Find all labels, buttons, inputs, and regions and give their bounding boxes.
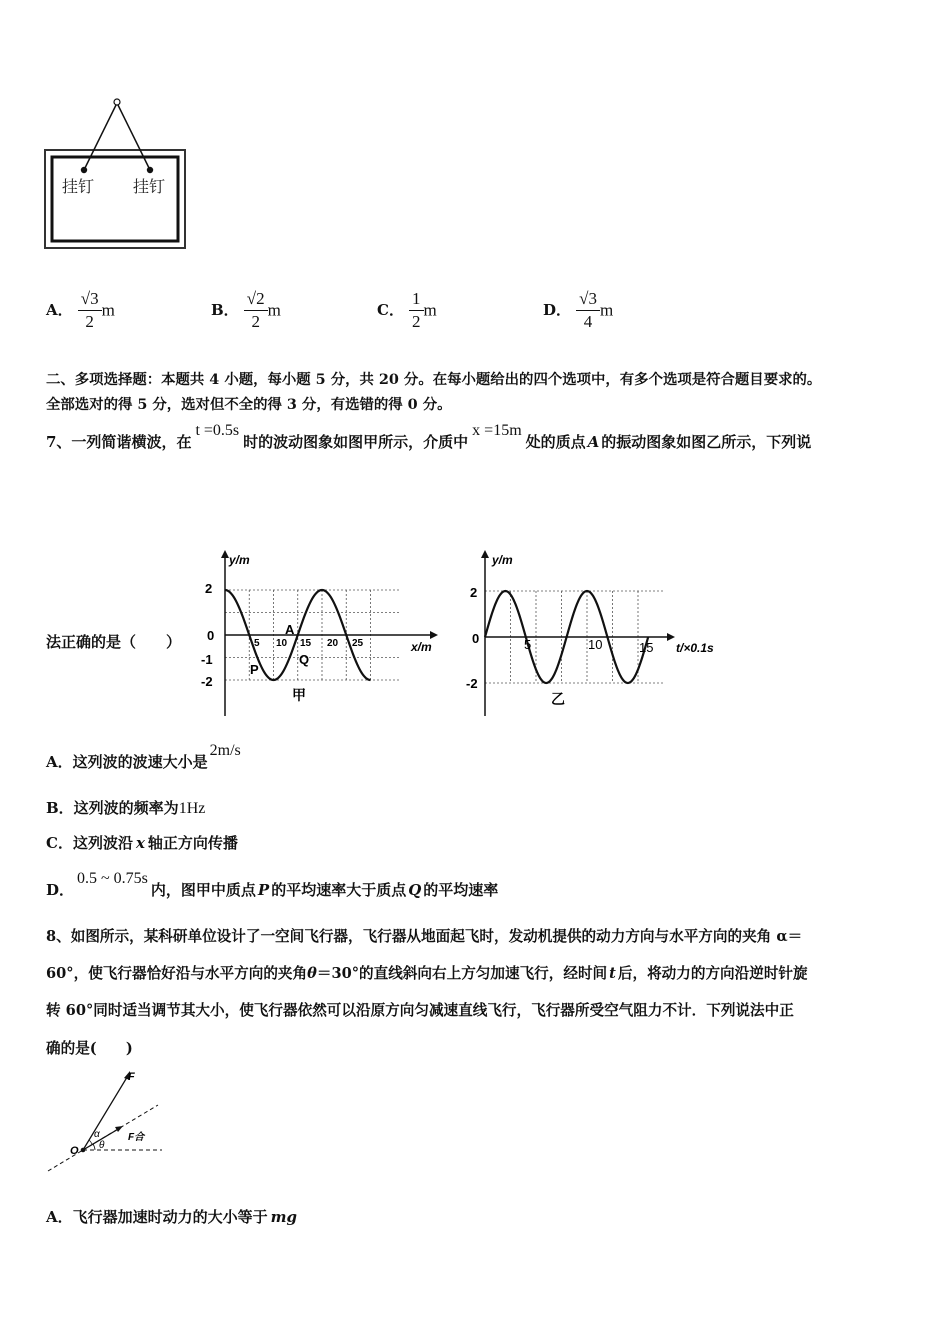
point-label-p: P	[250, 662, 259, 677]
jia-ytick-m1: -1	[201, 652, 213, 667]
q6-option-b[interactable]	[211, 288, 281, 333]
section2-line2: 全部选对的得 5 分，选对但不全的得 3 分，有选错的得 0 分。	[46, 396, 452, 413]
hook-top	[114, 99, 120, 105]
variable-mg: mg	[270, 1208, 298, 1226]
nail-label-right: 挂钉	[133, 179, 166, 196]
q7-option-a[interactable]	[46, 742, 241, 773]
yi-xtick-5: 5	[524, 637, 532, 652]
angle-arc-theta	[93, 1144, 95, 1150]
option-letter: B．	[211, 301, 239, 319]
yi-xtick-10: 10	[588, 637, 603, 652]
label-theta: θ	[99, 1140, 105, 1151]
jia-caption: 甲	[292, 687, 306, 703]
q8-line2: 60°，使飞行器恰好沿与水平方向的夹角θ＝30°的直线斜向右上方匀加速飞行，经时间 t 后，将动力的方向沿逆时针旋	[46, 965, 808, 982]
origin-point	[81, 1148, 86, 1153]
option-letter: D．	[543, 301, 572, 319]
frame-inner	[52, 157, 178, 241]
point-label-a: A	[285, 622, 295, 637]
option-text: B．这列波的频率为	[46, 799, 179, 817]
q8-line4: 确的是( )	[46, 1040, 133, 1057]
jia-xtick-5: 5	[254, 638, 260, 649]
nail-right	[147, 167, 153, 173]
section2-line1: 二、多项选择题：本题共 4 小题，每小题 5 分，共 20 分。在每小题给出的四个选项中，有多个选项是符合题目要求的。	[46, 371, 822, 388]
fraction: $\frac{√3}{2}$	[78, 288, 102, 333]
jia-x-arrow	[430, 631, 438, 639]
label-f: F	[128, 1071, 135, 1083]
point-a: A	[587, 433, 600, 451]
label-alpha: α	[94, 1129, 100, 1140]
q6-option-d[interactable]	[543, 288, 613, 333]
variable-t: t	[609, 965, 616, 982]
point-label-q: Q	[299, 652, 310, 667]
label-o: O	[70, 1145, 79, 1157]
option-text: A．这列波的波速大小是	[46, 753, 208, 771]
q6-option-a[interactable]	[46, 288, 115, 333]
jia-y-arrow	[221, 550, 229, 558]
jia-ylabel: y/m	[229, 553, 250, 567]
point-p: P	[257, 881, 270, 899]
yi-xtick-15: 15	[639, 640, 654, 655]
yi-ytick-m2: -2	[466, 676, 478, 691]
q7-position: x =15m	[472, 422, 522, 439]
frame-outer	[45, 150, 185, 248]
theta-symbol: θ	[307, 965, 317, 982]
net-force-arrowhead	[115, 1126, 123, 1132]
q7-option-b[interactable]	[46, 798, 205, 819]
q8-line3: 转 60°同时适当调节其大小，使飞行器依然可以沿原方向匀减速直线飞行，飞行器所受空气阻力不计．下列说法中正	[46, 1002, 794, 1019]
yi-ytick-2: 2	[470, 585, 478, 600]
force-diagram	[40, 1065, 170, 1175]
option-letter: D．	[46, 881, 75, 899]
jia-xtick-25: 25	[352, 638, 364, 649]
jia-xtick-10: 10	[276, 638, 288, 649]
option-math: 1Hz	[178, 800, 206, 817]
yi-ytick-0: 0	[472, 631, 480, 646]
q7-stem: 7、一列简谐横波，在t =0.5s时的波动图象如图甲所示，介质中x =15m处的质点 A 的振动图象如图乙所示，下列说	[46, 422, 812, 451]
rope-right	[117, 103, 150, 170]
hanging-frame-figure	[40, 95, 200, 255]
unit: m	[267, 300, 281, 320]
fraction: $\frac{√3}{4}$	[576, 288, 600, 333]
unit: m	[423, 300, 437, 320]
yi-caption: 乙	[551, 691, 565, 707]
jia-ytick-0: 0	[207, 628, 215, 643]
rope-left	[84, 103, 117, 170]
option-text: C．这列波沿	[46, 834, 133, 852]
force-f-arrow	[83, 1074, 129, 1150]
jia-xtick-15: 15	[300, 638, 312, 649]
q7-time: t =0.5s	[195, 422, 240, 439]
q8-option-a[interactable]	[46, 1207, 297, 1227]
jia-ytick-m2: -2	[201, 674, 213, 689]
unit: m	[101, 300, 115, 320]
point-q: Q	[408, 881, 422, 899]
nail-label-left: 挂钉	[62, 179, 95, 196]
label-f-net: F合	[128, 1132, 145, 1143]
yi-ylabel: y/m	[492, 553, 513, 567]
angle-arc-alpha	[89, 1140, 92, 1144]
yi-x-arrow	[667, 633, 675, 641]
option-math: 2m/s	[209, 742, 241, 759]
q8-line1: 8、如图所示，某科研单位设计了一空间飞行器，飞行器从地面起飞时，发动机提供的动力方向与水平方向的夹角 α＝	[46, 928, 803, 945]
fraction: $\frac{√2}{2}$	[244, 288, 268, 333]
q7-option-d[interactable]: D．0.5 ~ 0.75s内，图甲中质点 P 的平均速率大于质点 Q 的平均速率	[46, 870, 499, 899]
option-text: A．飞行器加速时动力的大小等于	[46, 1208, 268, 1226]
wave-graph-jia	[195, 548, 445, 718]
q7-continuation: 法正确的是（ ）	[46, 633, 182, 651]
fraction: $\frac{1}{2}$	[409, 288, 424, 333]
jia-xtick-20: 20	[327, 638, 339, 649]
nail-left	[81, 167, 87, 173]
q6-option-c[interactable]	[377, 288, 437, 333]
q7-option-c[interactable]: C．这列波沿 x 轴正方向传播	[46, 834, 238, 852]
jia-xlabel: x/m	[411, 640, 432, 654]
option-math: 0.5 ~ 0.75s	[77, 870, 148, 887]
unit: m	[599, 300, 614, 320]
option-letter: A．	[46, 301, 73, 319]
option-letter: C．	[377, 301, 404, 319]
variable-x: x	[135, 834, 145, 852]
yi-y-arrow	[481, 550, 489, 558]
vibration-graph-yi	[460, 548, 740, 718]
jia-ytick-2: 2	[205, 581, 213, 596]
yi-xlabel: t/×0.1s	[676, 641, 714, 655]
